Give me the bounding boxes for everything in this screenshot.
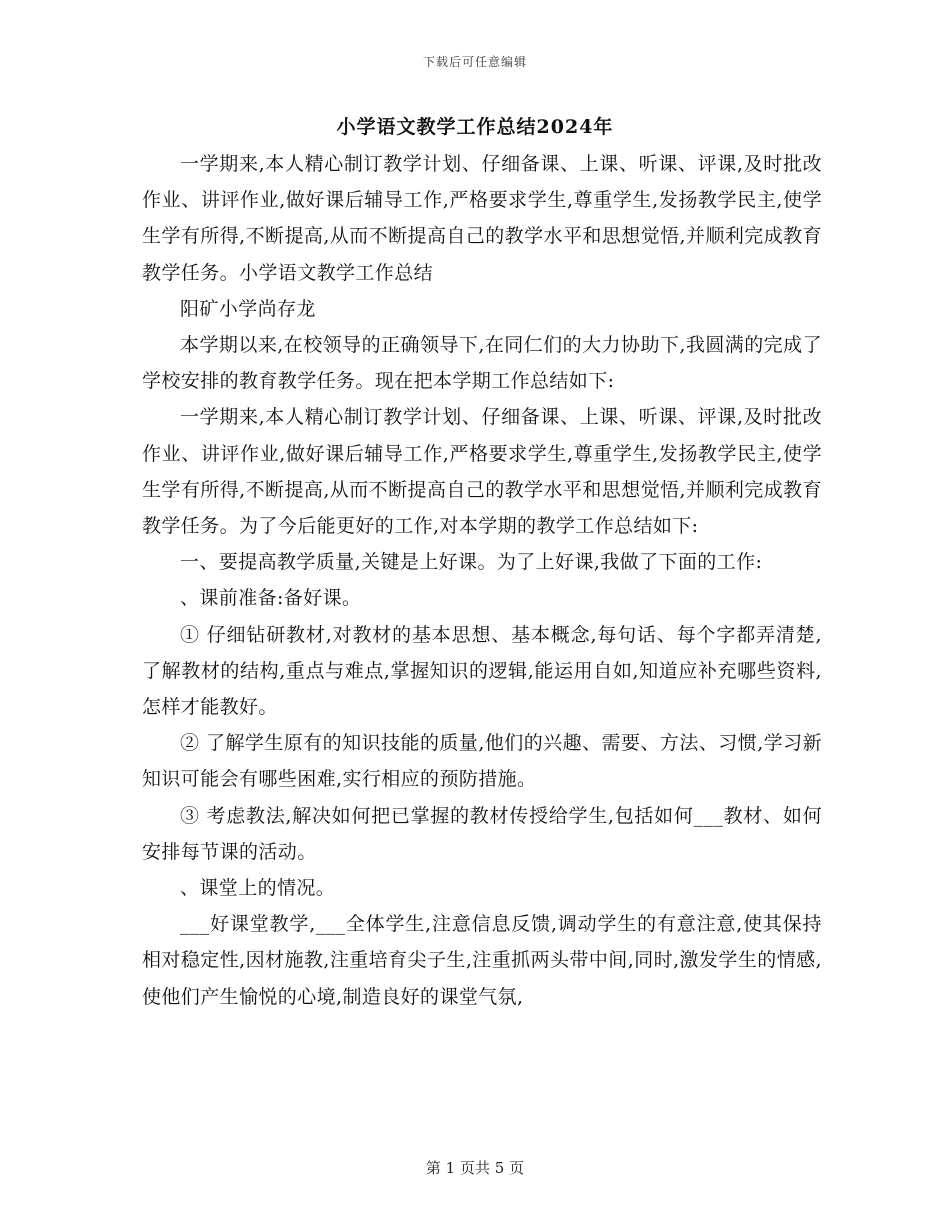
paragraph: ③ 考虑教法,解决如何把已掌握的教材传授给学生,包括如何___教材、如何安排每节课的活动。 [142, 804, 822, 863]
header-note: 下载后可任意编辑 [422, 55, 527, 69]
paragraph: 阳矿小学尚存龙 [180, 297, 316, 320]
paragraph: 、课堂上的情况。 [180, 877, 336, 900]
paragraph: 本学期以来,在校领导的正确领导下,在同仁们的大力协助下,我圆满的完成了学校安排的教育教学任务。现在把本学期工作总结如下: [142, 334, 822, 393]
paragraph: 一学期来,本人精心制订教学计划、仔细备课、上课、听课、评课,及时批改作业、讲评作业,做好课后辅导工作,严格要求学生,尊重学生,发扬教学民主,使学生学有所得,不断提高,从而不断提高自己的教学水平和思想觉悟,并顺利完成教育教学任务。小学语文教学工作总结 [142, 153, 822, 284]
paragraph: ___好课堂教学,___全体学生,注意信息反馈,调动学生的有意注意,使其保持相对稳定性,因材施教,注重培育尖子生,注重抓两头带中间,同时,激发学生的情感,使他们产生愉悦的心境,制造良好的课堂气氛, [142, 913, 822, 1008]
paragraph: ② 了解学生原有的知识技能的质量,他们的兴趣、需要、方法、习惯,学习新知识可能会有哪些困难,实行相应的预防措施。 [142, 732, 822, 791]
paragraph: ① 仔细钻研教材,对教材的基本思想、基本概念,每句话、每个字都弄清楚,了解教材的结构,重点与难点,掌握知识的逻辑,能运用自如,知道应补充哪些资料,怎样才能教好。 [142, 623, 822, 719]
document-body [142, 146, 822, 1015]
paragraph: 、课前准备:备好课。 [180, 587, 362, 610]
document-title: 小学语文教学工作总结2024年 [336, 116, 614, 138]
paragraph: 一、要提高教学质量,关键是上好课。为了上好课,我做了下面的工作: [180, 551, 763, 574]
paragraph: 一学期来,本人精心制订教学计划、仔细备课、上课、听课、评课,及时批改作业、讲评作业,做好课后辅导工作,严格要求学生,尊重学生,发扬教学民主,使学生学有所得,不断提高,从而不断提高自己的教学水平和思想觉悟,并顺利完成教育教学任务。为了今后能更好的工作,对本学期的教学工作总结如下: [142, 406, 822, 538]
page-number-footer: 第 1 页共 5 页 [425, 1159, 525, 1177]
